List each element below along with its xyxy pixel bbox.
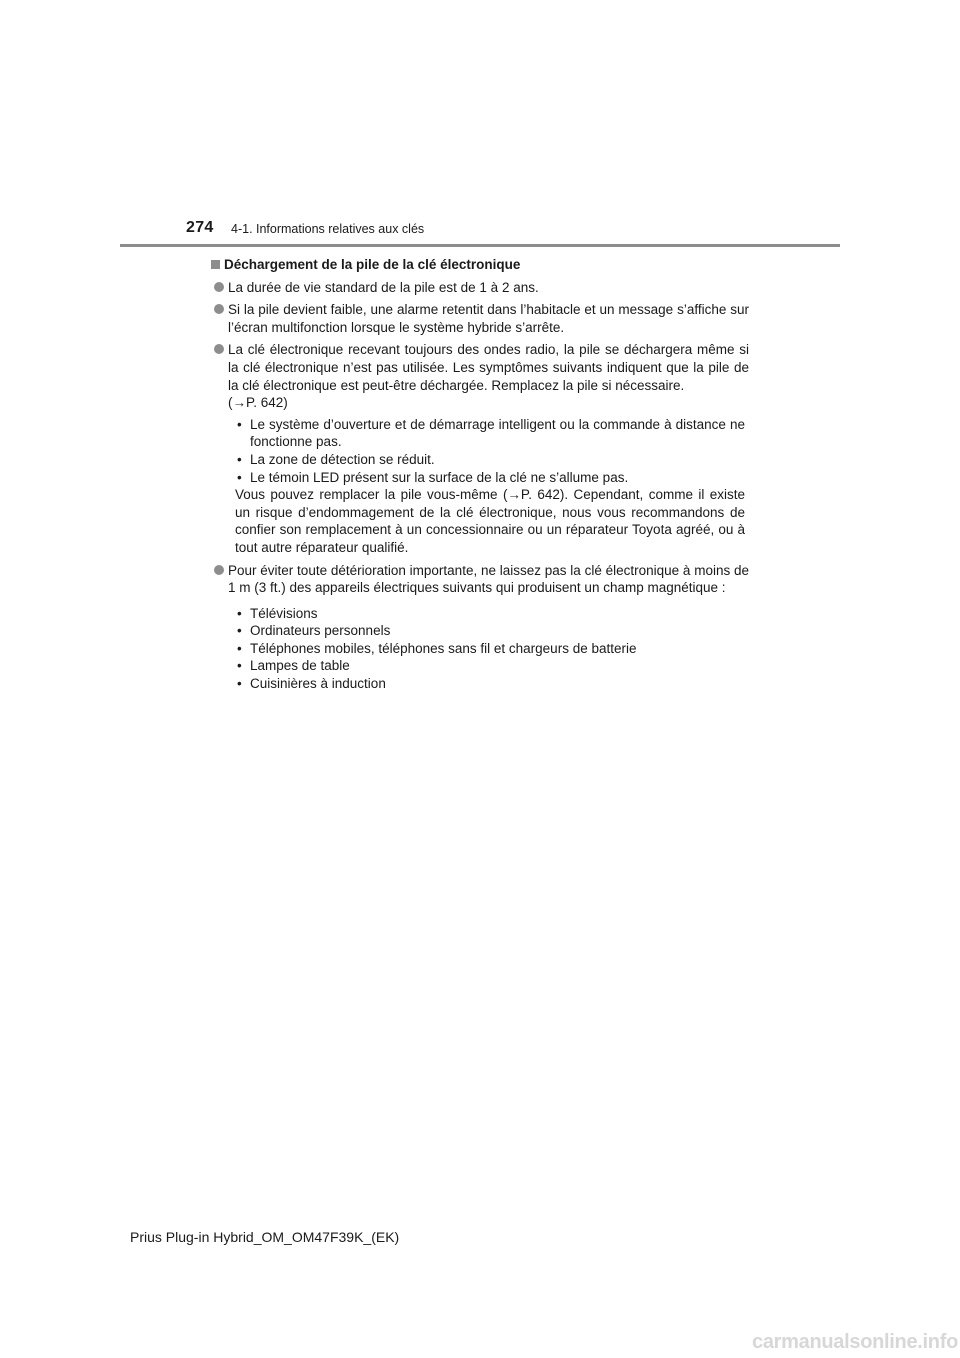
bullet-text: Pour éviter toute détérioration importante, ne laissez pas la clé électronique à moins de 1 m (3 ft.) des appareils électriques suivants qui produisent un champ magnétique : <box>228 562 749 596</box>
list-item-text: Ordinateurs personnels <box>250 623 391 639</box>
symptom-list <box>235 416 745 557</box>
section-heading <box>211 256 749 274</box>
circle-bullet-icon <box>214 282 224 292</box>
dot-icon: • <box>237 451 242 467</box>
list-item <box>235 640 745 658</box>
page-reference: (→P. 642) <box>228 395 288 411</box>
circle-bullet-icon <box>214 344 224 354</box>
page-number: 274 <box>186 219 214 236</box>
watermark[interactable]: carmanualsonline.info <box>752 1331 958 1353</box>
dot-icon: • <box>237 416 242 432</box>
bullet-item <box>211 279 749 297</box>
header-divider <box>120 244 840 247</box>
list-item <box>235 622 745 640</box>
footer-document-id: Prius Plug-in Hybrid_OM_OM47F39K_(EK) <box>130 1229 400 1245</box>
circle-bullet-icon <box>214 565 224 575</box>
list-item-text: Le témoin LED présent sur la surface de la clé ne s’allume pas. <box>250 469 629 485</box>
bullet-text: La durée de vie standard de la pile est de 1 à 2 ans. <box>228 279 539 295</box>
content-body <box>211 256 749 693</box>
bullet-content <box>228 341 749 411</box>
list-item-text: Télévisions <box>250 605 318 621</box>
list-item <box>235 416 745 451</box>
dot-icon: • <box>237 640 242 656</box>
bullet-item <box>211 341 749 411</box>
dot-icon: • <box>237 623 242 639</box>
list-item <box>235 657 745 675</box>
square-bullet-icon <box>211 260 220 269</box>
section-heading-text: Déchargement de la pile de la clé électronique <box>224 257 521 272</box>
list-item-text: Lampes de table <box>250 658 350 674</box>
bullet-text: La clé électronique recevant toujours des ondes radio, la pile se déchargera même si la clé électronique n’est pas utilisée. Les symptômes suivants indiquent que la pile de la clé électronique est peut-être déchargée. Remplacez la pile si nécessaire. <box>228 342 749 393</box>
list-item-text: Cuisinières à induction <box>250 676 386 692</box>
device-list <box>235 605 745 693</box>
list-item <box>235 605 745 623</box>
bullet-item <box>211 301 749 336</box>
list-item-text: La zone de détection se réduit. <box>250 451 435 467</box>
list-item-text: Le système d’ouverture et de démarrage intelligent ou la commande à distance ne fonctionne pas. <box>250 416 745 450</box>
list-item <box>235 675 745 693</box>
dot-icon: • <box>237 658 242 674</box>
dot-icon: • <box>237 469 242 485</box>
list-item-text: Téléphones mobiles, téléphones sans fil et chargeurs de batterie <box>250 640 637 656</box>
list-item <box>235 469 745 487</box>
dot-icon: • <box>237 676 242 692</box>
bullet-text: Si la pile devient faible, une alarme retentit dans l’habitacle et un message s’affiche sur l’écran multifonction lorsque le système hybride s’arrête. <box>228 302 749 335</box>
dot-icon: • <box>237 605 242 621</box>
replacement-note: Vous pouvez remplacer la pile vous-même (→P. 642). Cependant, comme il existe un risque d’endommagement de la clé électronique, nous vous recommandons de confier son remplacement à un concessionnaire ou un réparateur Toyota agréé, ou à tout autre réparateur qualifié. <box>235 487 745 555</box>
circle-bullet-icon <box>214 304 224 314</box>
bullet-item <box>211 562 749 597</box>
section-title: 4-1. Informations relatives aux clés <box>231 222 425 236</box>
list-item <box>235 451 745 469</box>
